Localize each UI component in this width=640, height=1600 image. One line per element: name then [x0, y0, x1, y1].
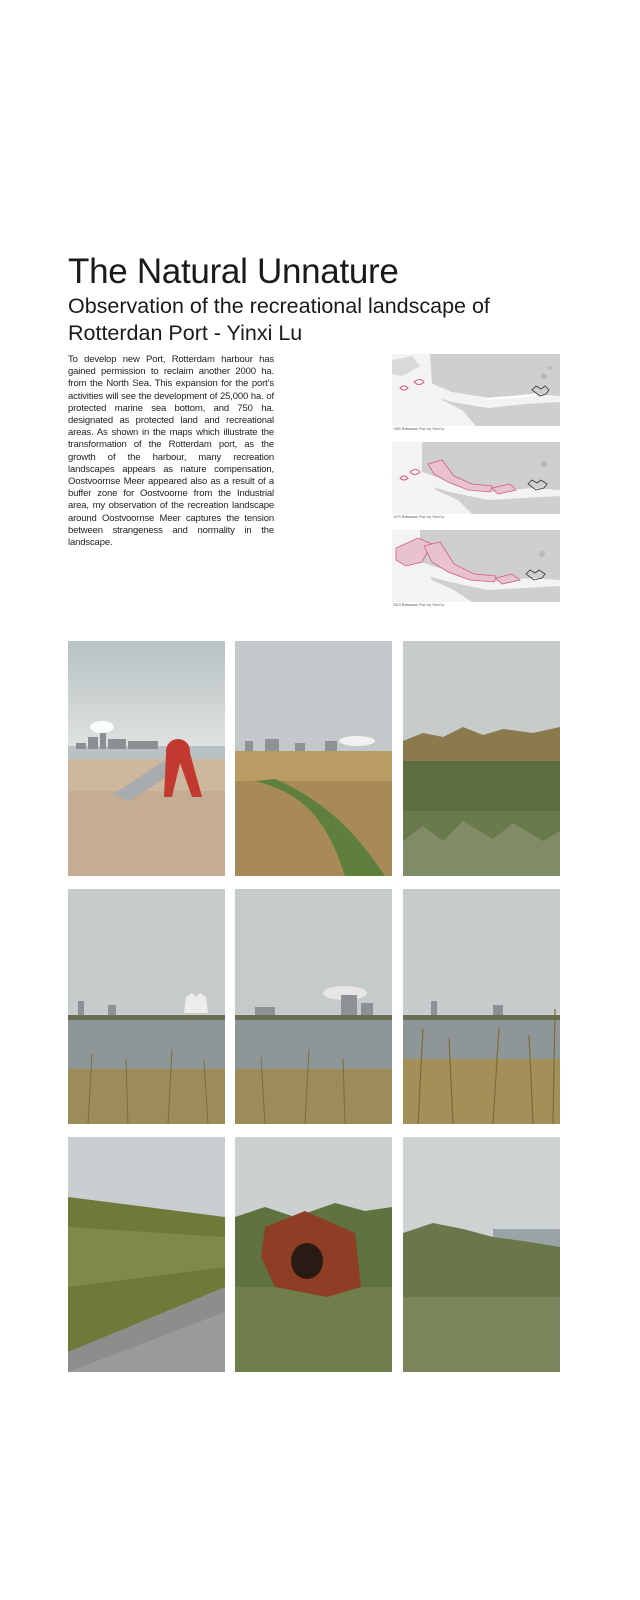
photo-dike-path	[68, 1137, 225, 1372]
photo-lake-factory	[68, 889, 225, 1124]
map-1950-caption: 1950 Rotterdam Port, by Yinxi Lu	[393, 427, 445, 431]
map-2019	[392, 530, 560, 602]
photo-rusty-sculpture	[235, 1137, 392, 1372]
map-2019-caption: 2019 Rotterdam Port, by Yinxi Lu	[393, 603, 445, 607]
map-1970-caption: 1970 Rotterdam Port, by Yinxi Lu	[393, 515, 445, 519]
poster-subtitle	[68, 293, 568, 347]
photo-lake-reeds	[403, 889, 560, 1124]
photo-shrub-sea	[403, 1137, 560, 1372]
photo-playground-slide	[68, 641, 225, 876]
subtitle-line-2: Rotterdan Port - Yinxi Lu	[68, 321, 303, 345]
map-1950	[392, 354, 560, 426]
map-1970	[392, 442, 560, 514]
body-text: To develop new Port, Rotterdam harbour has gained permission to reclaim another 2000 ha. from the North Sea. This expansion for the port’s activities will see the development of 25,000 ha. of protected marine sea bottom, and 750 ha. designated as protected land and recreational areas. As shown in the maps which illustrate the transformation of the Rotterdam port, as the growth of the harbour, many recreation landscapes appears as nature compensation, Oostvoornse Meer appeared also as a result of a buffer zone for Oostvoorne from the Industrial area, my observation of the recreation landscape around Oostvoornse Meer captures the tension between strangeness and normality in the landscape.	[68, 354, 274, 549]
photo-lake-chimney	[235, 889, 392, 1124]
subtitle-line-1: Observation of the recreational landscape of	[68, 294, 490, 318]
photo-grass-path	[235, 641, 392, 876]
poster-title: The Natural Unnature	[68, 252, 399, 291]
photo-shrubland-trees	[403, 641, 560, 876]
